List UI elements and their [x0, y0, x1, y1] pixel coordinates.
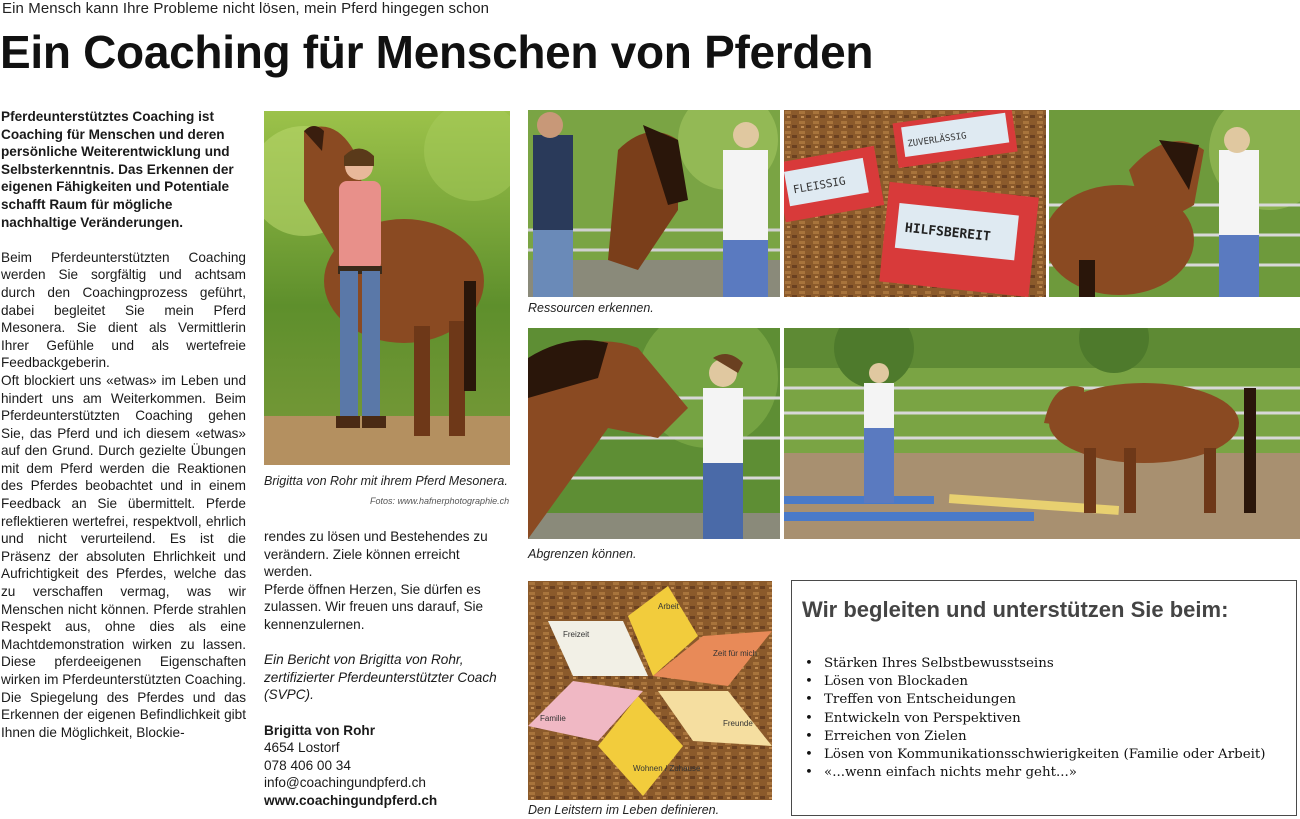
services-item: • Lösen von Blockaden	[802, 673, 1286, 691]
star-label: Wohnen / Zuhause	[633, 764, 701, 773]
article-paragraph: rendes zu lösen und Bestehendes zu verändern. Ziele können erreicht werden.	[264, 529, 488, 580]
services-item: • Lösen von Kommunikationsschwierigkeiten (Familie oder Arbeit)	[802, 746, 1286, 764]
portrait-caption: Brigitta von Rohr mit ihrem Pferd Mesonera.	[264, 474, 508, 488]
article-paragraph: Oft blockiert uns «etwas» im Leben und hindert uns am Weiterkommen. Beim Pferdeunterstützten Coaching gehen Sie, das Pferd und ich diesem «etwas» auf den Grund. Durch gezielte Übungen mit dem Pferd werden die Reaktionen des Pferdes beobachtet und in einem Feedback an Sie übermittelt. Pferde reflektieren wertefrei, respektvoll, ehrlich und nicht verurteilend. Es ist die Präsenz der absoluten Ehrlichkeit und Aufrichtigkeit des Pferdes, welche das zu verschaffen vermag, was wir Menschen nicht können. Pferde strahlen Respekt aus, ohne dies als eine Machtdemonstration wirken zu lassen. Diese pferdeeigenen Eigenschaften wirken im Pferdeunterstützten Coaching. Die Spiegelung des Pferdes und das Erkennen der eigenen Befindlichkeit gibt Ihnen die Möglichkeit, Blockie-	[1, 372, 246, 740]
services-list	[802, 655, 1286, 782]
photo-ressourcen-cards	[784, 110, 1046, 297]
photo-ressourcen-woman	[1049, 110, 1300, 297]
star-label: Arbeit	[658, 602, 679, 611]
contact-website: www.coachingundpferd.ch	[264, 792, 438, 808]
contact-email: info@coachingundpferd.ch	[264, 775, 426, 791]
author-note: Ein Bericht von Brigitta von Rohr, zertifizierter Pferdeunterstützter Coach (SVPC).	[264, 652, 497, 703]
article-paragraph: Pferde öffnen Herzen, Sie dürfen es zulassen. Wir freuen uns darauf, Sie kennenzulernen.	[264, 581, 484, 632]
article-lead: Pferdeunterstütztes Coaching ist Coaching für Menschen und deren persönliche Weiterentwicklung und Selbsterkenntnis. Das Erkennen der eigenen Fähigkeiten und Potentiale schafft Raum für mögliche nachhaltige Veränderungen.	[1, 109, 234, 230]
star-label: Freizeit	[563, 630, 590, 639]
services-item: • Erreichen von Zielen	[802, 728, 1286, 746]
photo-leitstern	[528, 581, 772, 800]
card-label: FLEISSIG	[792, 174, 847, 197]
photo-ressourcen-horse	[528, 110, 780, 297]
photo-abgrenzen-closeup	[528, 328, 780, 539]
services-box	[791, 580, 1297, 816]
contact-phone: 078 406 00 34	[264, 757, 351, 773]
photo-abgrenzen-arena	[784, 328, 1300, 539]
kicker: Ein Mensch kann Ihre Probleme nicht lösen, mein Pferd hingegen schon	[2, 0, 490, 17]
contact-name: Brigitta von Rohr	[264, 722, 376, 738]
contact-city: 4654 Lostorf	[264, 740, 340, 756]
headline: Ein Coaching für Menschen von Pferden	[0, 26, 874, 78]
caption-leitstern: Den Leitstern im Leben definieren.	[528, 803, 720, 817]
services-item: • «...wenn einfach nichts mehr geht...»	[802, 764, 1286, 782]
card-label: HILFSBEREIT	[904, 220, 992, 245]
services-item: • Treffen von Entscheidungen	[802, 691, 1286, 709]
star-label: Familie	[540, 714, 566, 723]
caption-abgrenzen: Abgrenzen können.	[528, 547, 637, 561]
star-label: Zeit für mich	[713, 649, 758, 658]
card-label: ZUVERLÄSSIG	[906, 131, 968, 150]
article-column-2	[264, 528, 510, 810]
star-label: Freunde	[723, 719, 753, 728]
services-item: • Stärken Ihres Selbstbewusstseins	[802, 655, 1286, 673]
services-title: Wir begleiten und unterstützen Sie beim:	[802, 597, 1229, 622]
article-column-1	[1, 108, 246, 741]
article-paragraph: Beim Pferdeunterstützten Coaching werden Sie sorgfältig und achtsam durch den Coachingprozess geführt, dabei begleitet Sie mein Pferd Mesonera. Sie dient als Vermittlerin Ihrer Gefühle und als wertefreie Feedbackgeberin.	[1, 249, 246, 371]
photo-credit: Fotos: www.hafnerphotographie.ch	[370, 496, 510, 506]
caption-ressourcen: Ressourcen erkennen.	[528, 301, 654, 315]
portrait-photo	[264, 111, 510, 465]
services-item: • Entwickeln von Perspektiven	[802, 710, 1286, 728]
